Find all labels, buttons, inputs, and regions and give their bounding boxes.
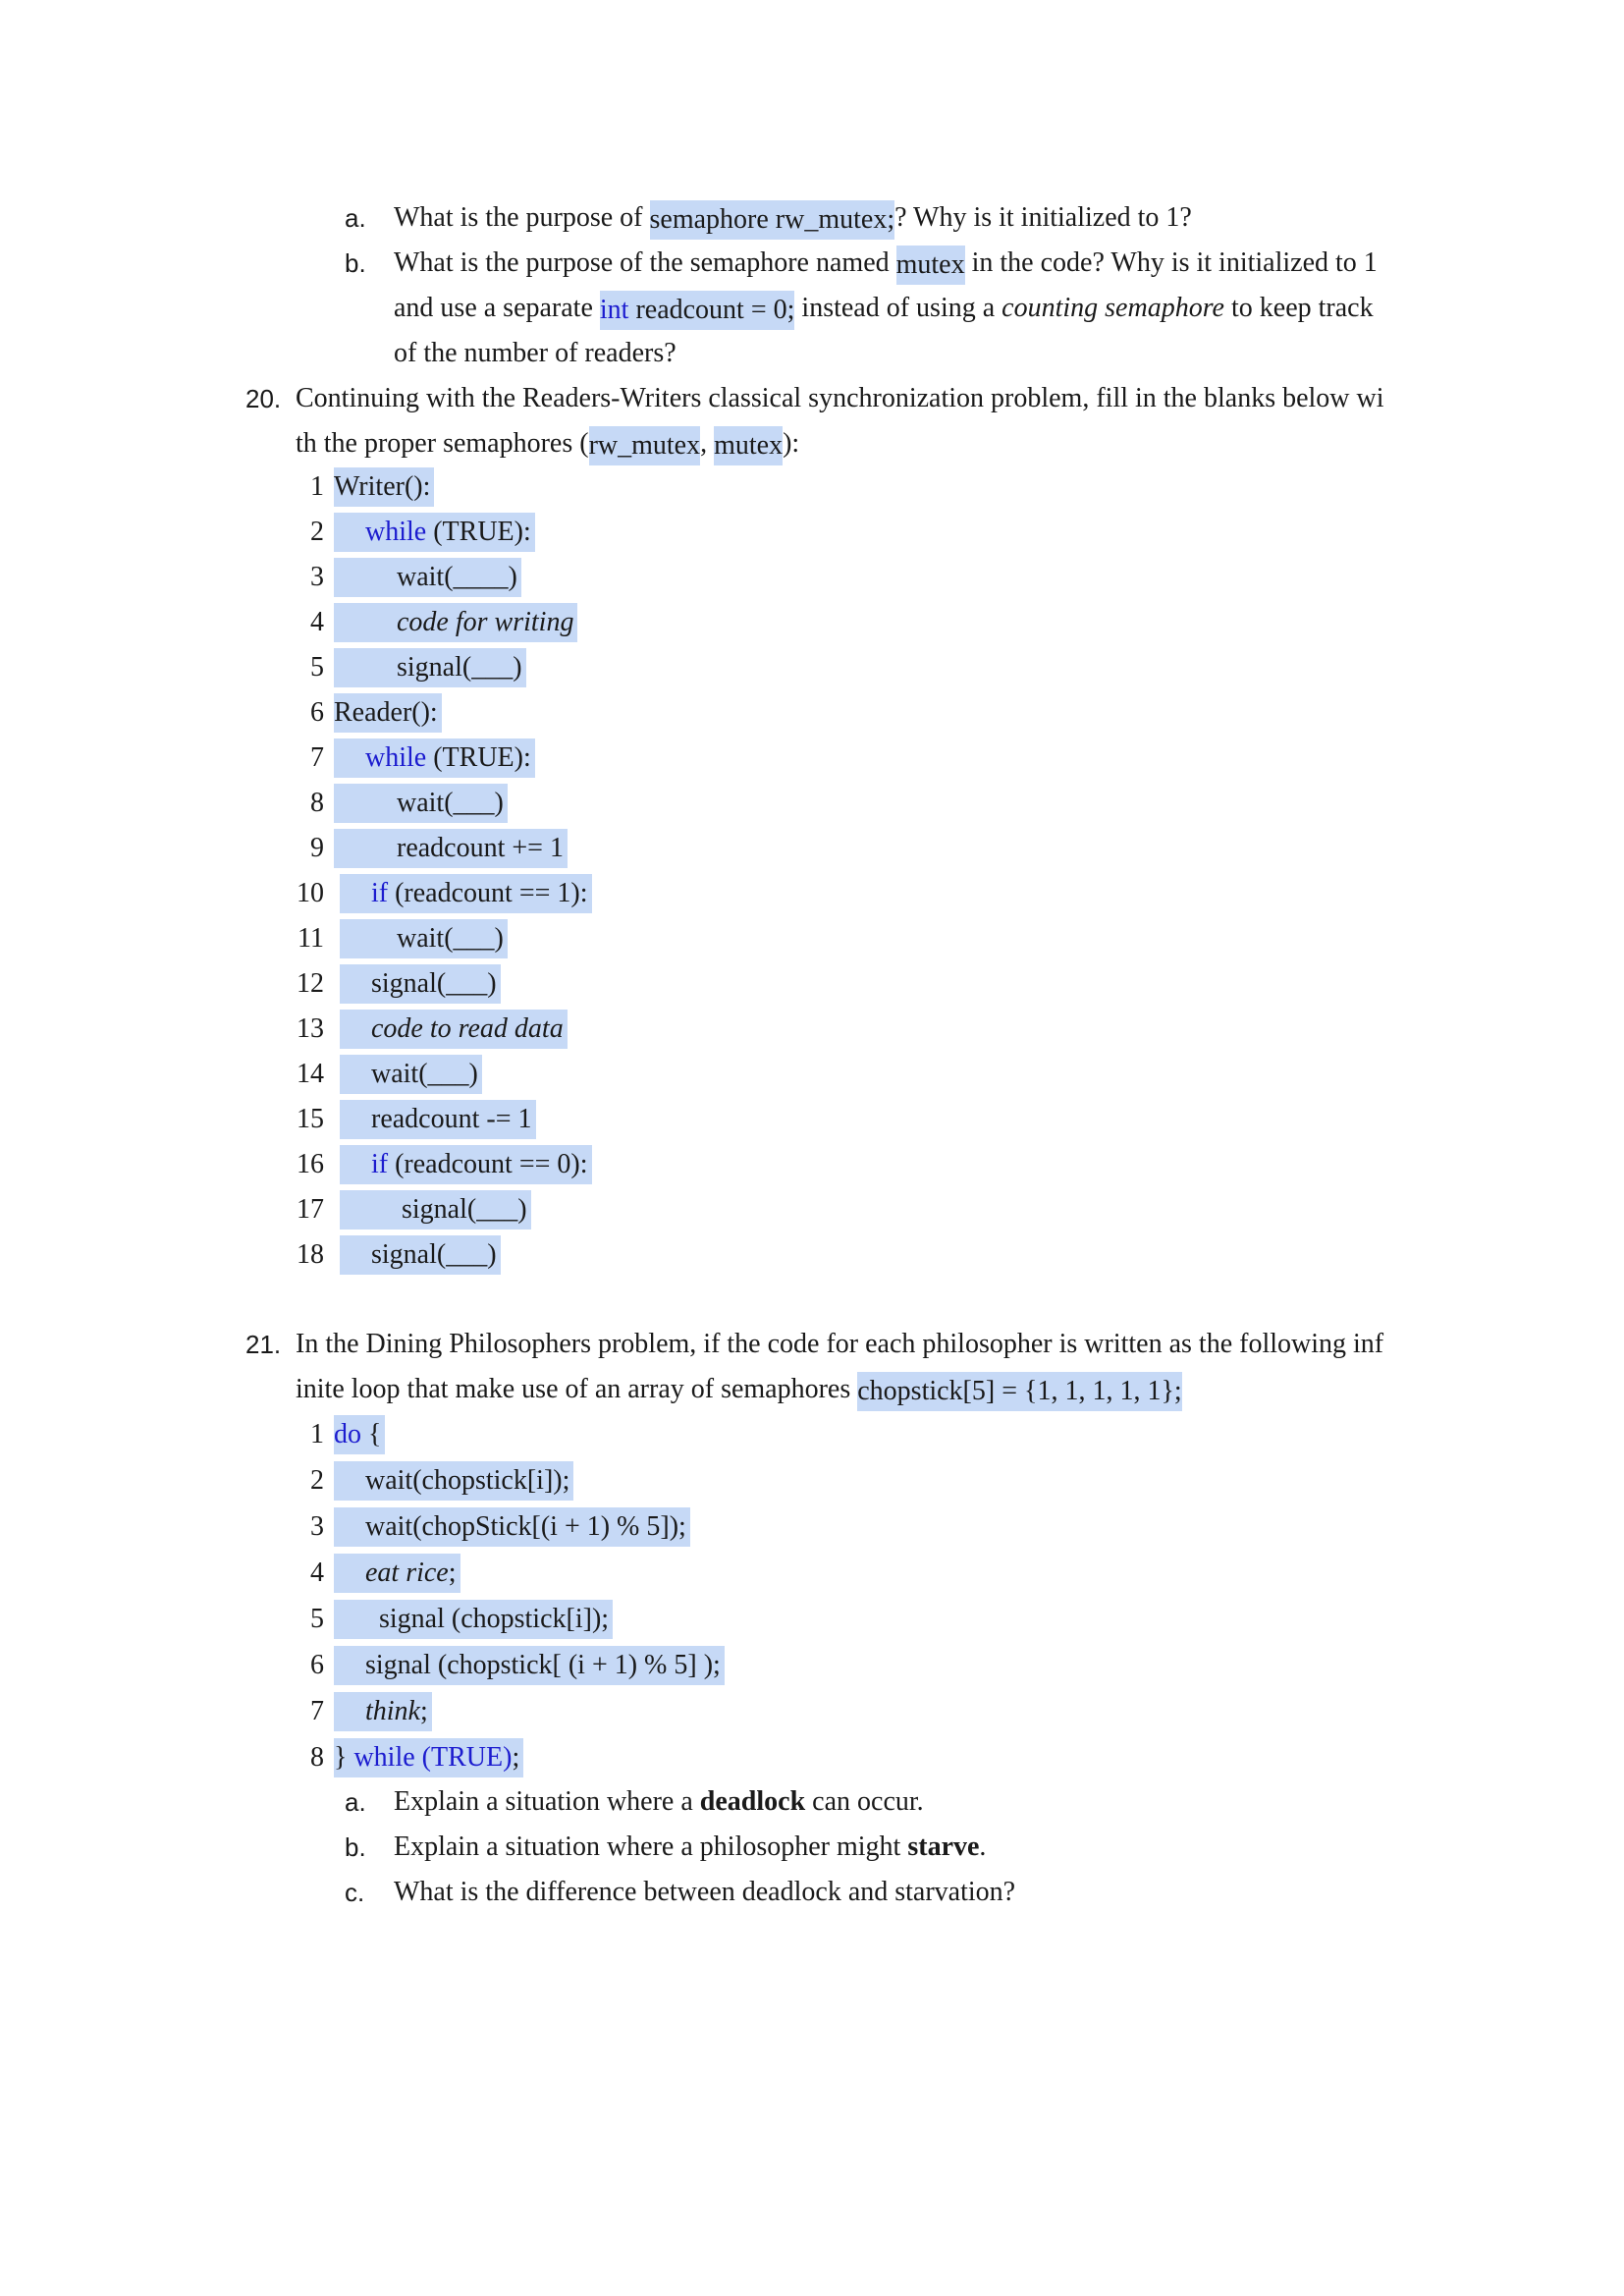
line-number: 12 [297,968,324,999]
q19b-pre: What is the purpose of the semaphore named [394,247,896,278]
q21b-post: . [979,1831,987,1862]
q20-text-line2 [296,421,799,466]
q20-line2-post: ): [783,428,800,459]
code-line [334,1597,613,1642]
line-number: 4 [310,1558,324,1588]
code-line [334,1551,460,1596]
code-comment: code to read data [371,1013,564,1044]
code-highlight [334,467,434,507]
q20-line2-pre: th the proper semaphores ( [296,428,589,459]
code-text: (TRUE): [426,742,531,773]
q19a-post: ? Why is it initialized to 1? [894,202,1192,233]
code-comment: code for writing [397,607,574,637]
code-text: wait(____) [397,562,517,592]
code-line [340,1142,592,1187]
code-text: readcount -= 1 [371,1104,532,1134]
q21-text-line2 [296,1367,1182,1412]
line-number: 6 [310,1650,324,1680]
q21-line2-pre: inite loop that make use of an array of semaphores [296,1374,858,1404]
code-highlight [334,1738,523,1777]
code-line [334,736,535,781]
q19b-line2-mid: instead of using a [794,293,1002,323]
code-highlight [340,964,501,1004]
q19b-highlight: mutex [896,246,965,285]
code-text: signal(___) [402,1194,527,1225]
q21a-text [394,1779,924,1825]
q21b-bold: starve [907,1831,980,1862]
line-number: 2 [310,1465,324,1496]
line-number: 1 [310,1419,324,1449]
code-keyword: while [353,1742,415,1773]
code-text: Writer(): [334,471,431,502]
code-line [334,1643,725,1688]
q20-comma: , [700,428,715,459]
q19b-line2-post: to keep track [1224,293,1374,323]
code-text: wait(___) [371,1059,478,1089]
code-highlight [334,1692,432,1731]
code-keyword: if [371,1149,389,1179]
code-highlight [334,784,508,823]
q19a-pre: What is the purpose of [394,202,650,233]
q21b-text [394,1825,986,1870]
code-comment: eat rice [365,1558,449,1588]
code-keyword: while [365,742,427,773]
line-number: 3 [310,1511,324,1542]
line-number: 8 [310,1742,324,1773]
code-line [340,1187,531,1232]
code-highlight [340,1190,531,1230]
code-highlight [340,1235,501,1275]
code-keyword: if [371,878,389,908]
q19b-text-line2 [394,286,1374,331]
code-line [340,961,501,1007]
code-line [340,1007,568,1052]
q19b-text [394,241,1378,286]
code-highlight [340,874,592,913]
code-text: wait(___) [397,923,504,954]
q19b-text-line3: of the number of readers? [394,338,677,368]
code-highlight [334,1600,613,1639]
q21a-pre: Explain a situation where a [394,1786,700,1817]
code-text: (TRUE): [426,517,531,547]
keyword: int [599,294,629,325]
q19b-line2-hl-text: readcount = 0; [628,294,795,325]
code-line [334,1458,573,1503]
code-line [334,1689,432,1734]
code-line [340,1052,482,1097]
line-number: 8 [310,788,324,818]
line-number: 5 [310,1604,324,1634]
code-text: } [334,1742,354,1773]
q19b-line2-pre: and use a separate [394,293,600,323]
code-highlight [340,1010,568,1049]
code-highlight [334,829,568,868]
line-number: 16 [297,1149,324,1179]
q20-number: 20. [245,384,282,413]
code-text: ; [420,1696,428,1726]
q19b-line2-italic: counting semaphore [1001,293,1224,323]
code-highlight [334,603,577,642]
line-number: 10 [297,878,324,908]
code-highlight [334,648,526,687]
code-comment: think [365,1696,420,1726]
code-line [334,826,568,871]
q21b-pre: Explain a situation where a philosopher might [394,1831,908,1862]
code-text: wait(chopstick[i]); [365,1465,570,1496]
code-text: { [361,1419,382,1449]
code-text: Reader(): [334,697,438,728]
line-number: 7 [310,742,324,773]
q21-number: 21. [245,1330,282,1359]
code-text: signal (chopstick[ (i + 1) % 5] ); [365,1650,721,1680]
line-number: 1 [310,471,324,502]
q19a-marker: a. [345,203,366,233]
q21a-bold: deadlock [699,1786,806,1817]
q21c-marker: c. [345,1878,365,1907]
code-highlight [334,1461,573,1501]
q19a-highlight: semaphore rw_mutex; [650,200,895,240]
q21a-post: can occur. [805,1786,924,1817]
line-number: 4 [310,607,324,637]
code-line [334,1735,523,1780]
code-line [334,555,521,600]
code-text: wait(___) [397,788,504,818]
line-number: 9 [310,833,324,863]
code-text: ; [448,1558,457,1588]
line-number: 13 [297,1013,324,1044]
code-highlight [334,1554,460,1593]
code-highlight [334,1646,725,1685]
line-number: 17 [297,1194,324,1225]
code-highlight [334,693,442,733]
code-text: signal(___) [371,968,497,999]
code-keyword: do [334,1419,361,1449]
code-highlight [340,919,508,958]
line-number: 2 [310,517,324,547]
code-highlight [334,1415,385,1454]
code-text: signal(___) [371,1239,497,1270]
q20-highlight-mutex: mutex [714,426,783,465]
q20-text-line1: Continuing with the Readers-Writers classical synchronization problem, fill in the blanks below wi [296,383,1384,413]
code-text: signal(___) [397,652,522,683]
code-line [340,916,508,961]
line-number: 18 [297,1239,324,1270]
code-line [334,690,442,736]
code-line [340,871,592,916]
code-text: (readcount == 0): [388,1149,588,1179]
code-text: wait(chopStick[(i + 1) % 5]); [365,1511,686,1542]
q21b-marker: b. [345,1832,366,1862]
q19b-post: in the code? Why is it initialized to 1 [964,247,1378,278]
q21a-marker: a. [345,1787,366,1817]
code-text: readcount += 1 [397,833,564,863]
q20-highlight-rw-mutex: rw_mutex [589,426,701,465]
line-number: 3 [310,562,324,592]
code-highlight [340,1100,536,1139]
code-line [340,1097,536,1142]
code-highlight [334,558,521,597]
code-line [334,645,526,690]
q19b-marker: b. [345,248,366,278]
code-keyword: (TRUE) [414,1742,513,1773]
code-highlight [334,513,535,552]
code-line [334,600,577,645]
code-highlight [340,1055,482,1094]
code-line [334,781,508,826]
line-number: 5 [310,652,324,683]
code-text: (readcount == 1): [388,878,588,908]
code-highlight [334,738,535,778]
line-number: 11 [298,923,324,954]
code-text: ; [512,1742,520,1773]
q19a-text [394,195,1192,241]
line-number: 7 [310,1696,324,1726]
line-number: 14 [297,1059,324,1089]
code-line [334,510,535,555]
code-text: signal (chopstick[i]); [379,1604,610,1634]
code-line [334,465,434,510]
code-line [340,1232,501,1278]
code-line [334,1412,385,1457]
code-keyword: while [365,517,427,547]
q19b-line2-highlight [600,291,795,330]
q21c-text: What is the difference between deadlock and starvation? [394,1877,1016,1907]
q21-highlight-chopstick: chopstick[5] = {1, 1, 1, 1, 1}; [857,1372,1181,1411]
line-number: 6 [310,697,324,728]
q21-text-line1: In the Dining Philosophers problem, if the code for each philosopher is written as the following inf [296,1329,1384,1359]
line-number: 15 [297,1104,324,1134]
code-line [334,1504,690,1550]
code-highlight [334,1507,690,1547]
code-highlight [340,1145,592,1184]
